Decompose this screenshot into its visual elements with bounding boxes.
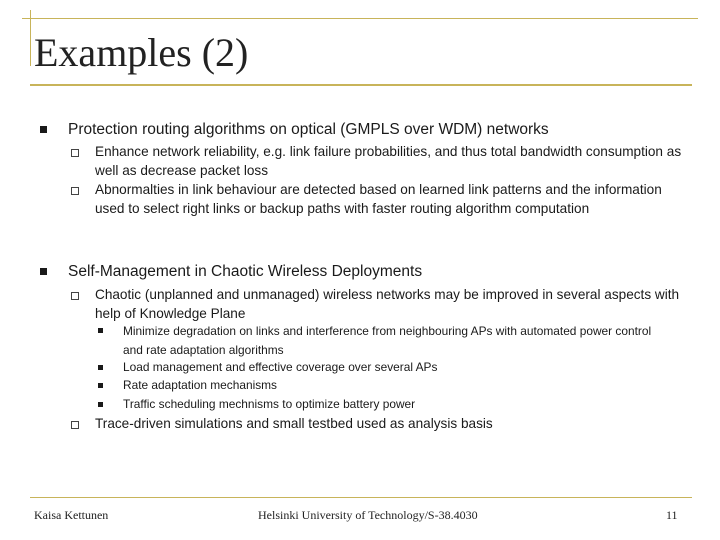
- level2-item-text: Abnormalties in link behaviour are detected based on learned link patterns and the information used to select right links or backup paths with faster routing algorithm computation: [95, 182, 662, 216]
- level3-bullet: [98, 365, 103, 370]
- level1-bullet: [40, 268, 47, 275]
- frame-top-line: [22, 18, 698, 19]
- level1-item-text: Protection routing algorithms on optical (GMPLS over WDM) networks: [68, 121, 549, 138]
- level2-bullet: [71, 421, 79, 429]
- level2-bullet: [71, 149, 79, 157]
- slide-title: Examples (2): [34, 30, 249, 75]
- level3-item-text: Rate adaptation mechanisms: [123, 378, 278, 392]
- level2-bullet: [71, 187, 79, 195]
- page-number: 11: [666, 508, 678, 522]
- level3-bullet: [98, 402, 103, 407]
- level3-bullet: [98, 383, 103, 388]
- level1-bullet: [40, 126, 47, 133]
- level3-item-text: Traffic scheduling mechnisms to optimize battery power: [123, 397, 416, 411]
- frame-left-line: [30, 10, 31, 66]
- level2-item-text: Chaotic (unplanned and unmanaged) wireless networks may be improved in several aspects with help of Knowledge Plane: [95, 287, 680, 321]
- level1-item-text: Self-Management in Chaotic Wireless Deployments: [68, 263, 423, 280]
- footer-rule: [30, 497, 692, 498]
- level2-item-text: Enhance network reliability, e.g. link failure probabilities, and thus total bandwidth consumption as well as decrease packet loss: [95, 144, 682, 178]
- footer-institution: Helsinki University of Technology/S-38.4030: [258, 508, 478, 522]
- title-rule: [30, 84, 692, 86]
- level3-item-text: Minimize degradation on links and interference from neighbouring APs with automated power control and rate adaptation algorithms: [123, 324, 652, 357]
- level2-item-text: Trace-driven simulations and small testbed used as analysis basis: [95, 416, 493, 431]
- footer-author: Kaisa Kettunen: [34, 508, 109, 522]
- level2-bullet: [71, 292, 79, 300]
- level3-bullet: [98, 328, 103, 333]
- level3-item-text: Load management and effective coverage over several APs: [123, 360, 438, 374]
